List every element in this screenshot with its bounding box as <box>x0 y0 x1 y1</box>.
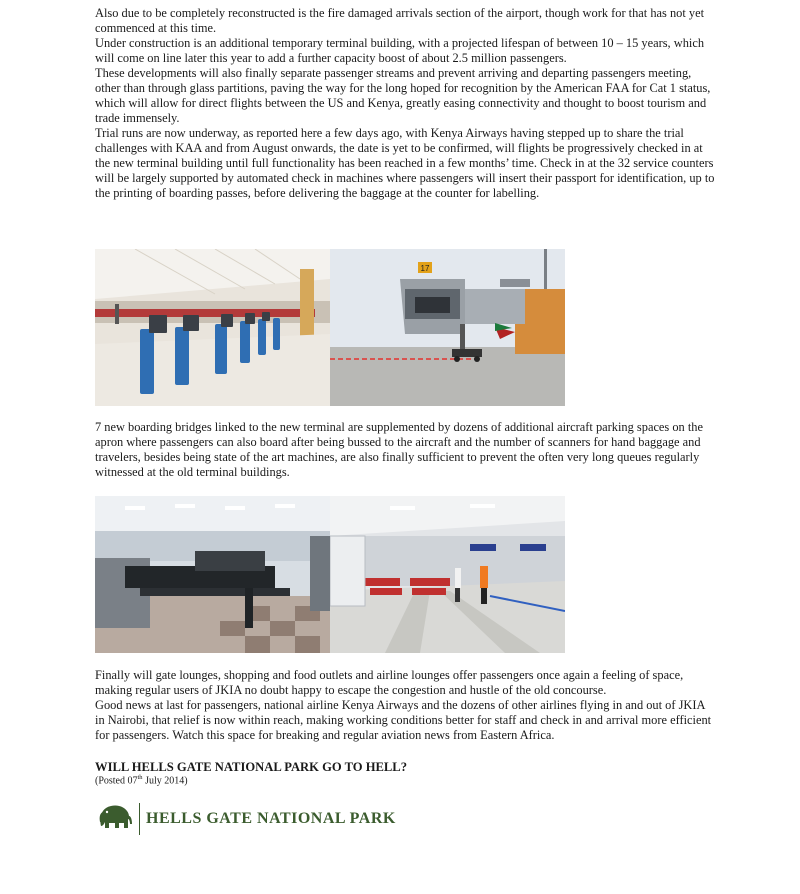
paragraph-arrivals: Also due to be completely reconstructed is the fire damaged arrivals section of the airport, though work for that has not yet commenced at this time. <box>95 6 705 35</box>
paragraph-gate-lounges: Finally will gate lounges, shopping and food outlets and airline lounges offer passengers once again a feeling of space, making regular users of JKIA no doubt happy to escape the congestion and hustle of the old concourse. <box>95 668 684 697</box>
posted-date <box>95 774 188 786</box>
next-article-heading: WILL HELLS GATE NATIONAL PARK GO TO HELL? <box>95 760 408 774</box>
posted-prefix: (Posted 07 <box>95 775 138 787</box>
paragraph-good-news: Good news at last for passengers, national airline Kenya Airways and the dozens of other airlines flying in and out of JKIA in Nairobi, that relief is now within reach, making working conditions better for staff and check in and arrival more efficient for passengers. Watch this space for breaking and regular aviation news from Eastern Africa. <box>95 698 712 742</box>
elephant-icon <box>95 800 135 837</box>
photo-row-security-lounge <box>95 496 565 653</box>
photo-gate-lounge <box>330 496 565 653</box>
article-intro <box>95 6 715 201</box>
logo-text: HELLS GATE NATIONAL PARK <box>146 809 396 827</box>
photo-row-checkin-bridge <box>95 249 565 406</box>
photo-checkin-kiosks <box>95 249 330 406</box>
photo-boarding-bridge <box>330 249 565 406</box>
paragraph-temporary-terminal: Under construction is an additional temporary terminal building, with a projected lifespan of between 10 – 15 years, which will come on line later this year to add a further capacity boost of about 2.5 million passengers. <box>95 36 705 65</box>
posted-suffix: July 2014) <box>142 775 188 787</box>
paragraph-trial-runs: Trial runs are now underway, as reported here a few days ago, with Kenya Airways having stepped up to share the trial challenges with KAA and from August onwards, the date is yet to be confirmed, will flights be progressively checked in at the new terminal building until full functionality has been reached in a few months’ time. Check in at the 32 service counters will be largely supported by automated check in machines where passengers will insert their passport for identification, up to the printing of boarding passes, before delivering the baggage at the counter for labelling. <box>95 126 715 200</box>
logo-divider <box>139 803 140 835</box>
article-closing <box>95 668 715 743</box>
posted-sup: th <box>137 774 143 781</box>
park-logo <box>95 800 396 837</box>
photo-security-scanners <box>95 496 330 653</box>
paragraph-boarding-bridges: 7 new boarding bridges linked to the new terminal are supplemented by dozens of additional aircraft parking spaces on the apron where passengers can also board after being bussed to the aircraft and the number of scanners for hand baggage and travelers, besides being state of the art machines, are also finally sufficient to prevent the often very long queues regularly witnessed at the old terminal buildings. <box>95 420 703 479</box>
paragraph-passenger-streams: These developments will also finally separate passenger streams and prevent arriving and departing passengers meeting, other than through glass partitions, paving the way for the long hoped for recognition by the American FAA for Cat 1 status, which will allow for direct flights between the US and Kenya, greatly easing connectivity and thought to boost tourism and trade immensely. <box>95 66 711 125</box>
gate-number: 17 <box>420 264 430 273</box>
article-middle <box>95 420 715 480</box>
